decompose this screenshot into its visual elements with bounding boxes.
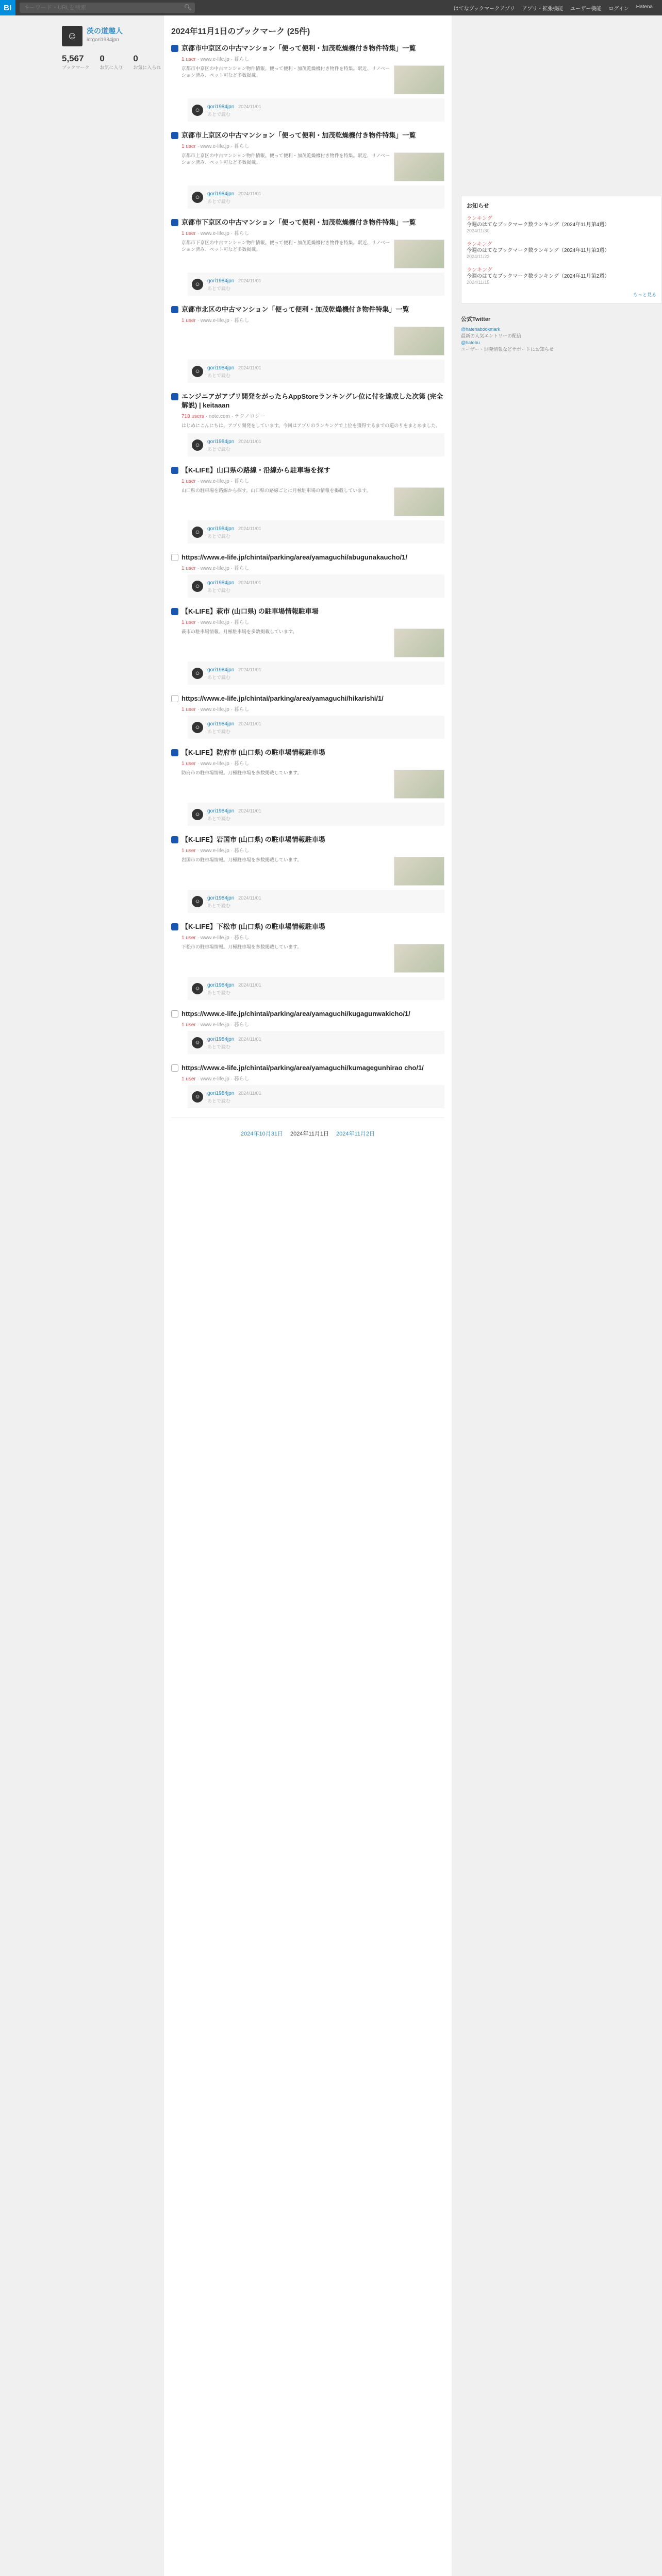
nav-hatena[interactable]: Hatena [636,4,653,10]
notice-kind: ランキング [467,267,492,273]
comment-user[interactable]: gori1984jpn [207,982,235,988]
twitter-title: 公式Twitter [461,316,491,323]
entry-snippet [181,629,444,657]
entry-site[interactable]: www.e-life.jp [200,1022,229,1028]
bookmark-entry [171,44,444,122]
twitter-handle[interactable]: @hatenabookmark [461,327,501,332]
notice-date: 2024/11/30 [467,228,490,233]
entry-meta: 1 user · www.e-life.jp · 暮らし [181,1076,250,1082]
document-icon [171,554,178,561]
comment-avatar[interactable]: ☺ [192,279,203,290]
entry-category[interactable]: 暮らし [234,1076,250,1082]
entry-thumbnail[interactable] [394,857,444,886]
comment-date: 2024/11/01 [238,439,261,444]
entry-meta: 1 user · www.e-life.jp · 暮らし [181,848,250,854]
entry-thumbnail[interactable] [394,487,444,516]
entry-description: 下松市の駐車場情報。月極駐車場を多数掲載しています。 [181,944,302,950]
site-favicon-icon [171,608,178,615]
entry-users-count[interactable]: 1 user [181,57,196,62]
entry-site[interactable]: www.e-life.jp [200,231,229,236]
comment-date: 2024/11/01 [238,721,261,726]
notice-date: 2024/11/22 [467,254,490,259]
notice-box [461,196,662,303]
comment-date: 2024/11/01 [238,808,261,814]
entry-body [181,748,444,826]
bookmark-comment [188,273,444,296]
entry-title-link[interactable]: https://www.e-life.jp/chintai/parking/area/yamaguchi/kumagegunhirao cho/1/ [181,1064,424,1072]
profile-stats [62,54,164,71]
entry-meta: 1 user · www.e-life.jp · 暮らし [181,761,250,767]
bookmark-comment [188,803,444,826]
entry-thumbnail[interactable] [394,629,444,657]
twitter-handle[interactable]: @hatebu [461,340,480,345]
entry-meta: 1 user · www.e-life.jp · 暮らし [181,144,250,149]
entry-description [181,327,390,355]
entry-category[interactable]: 暮らし [234,318,250,324]
entry-site[interactable]: www.e-life.jp [200,566,229,571]
comment-avatar[interactable]: ☺ [192,527,203,538]
entry-snippet [181,240,444,268]
site-favicon-icon [171,45,178,52]
entry-title-link[interactable]: https://www.e-life.jp/chintai/parking/area/yamaguchi/abugunakaucho/1/ [181,553,407,561]
comment-user[interactable]: gori1984jpn [207,1037,235,1042]
bookmark-comment [188,1031,444,1054]
entry-title-link[interactable]: 【K-LIFE】山口県の路線・沿線から駐車場を探す [181,466,330,474]
entry-users-count[interactable]: 718 users [181,414,204,419]
twitter-box [461,315,662,353]
entry-users-count[interactable]: 1 user [181,620,196,625]
entry-title-link[interactable]: 【K-LIFE】萩市 (山口県) の駐車場情報駐車場 [181,607,319,615]
search-input[interactable] [20,3,195,13]
comment-tag[interactable]: あとで読む [207,199,231,204]
bookmark-entry [171,553,444,598]
entry-users-count[interactable]: 1 user [181,935,196,941]
entry-users-count[interactable]: 1 user [181,761,196,767]
stat-number: 5,567 [62,54,84,63]
site-favicon-icon [171,749,178,756]
left-sidebar [0,15,164,2576]
comment-tag[interactable]: あとで読む [207,112,231,117]
entry-title-link[interactable]: 京都市上京区の中古マンション「便って便利・加茂乾燥機付き物件特集」一覧 [181,131,416,139]
entry-category[interactable]: 暮らし [234,848,250,854]
entry-thumbnail[interactable] [394,944,444,973]
top-bar [0,0,662,15]
entry-title-link[interactable]: https://www.e-life.jp/chintai/parking/area/yamaguchi/hikarishi/1/ [181,694,384,702]
entry-site[interactable]: www.e-life.jp [200,57,229,62]
profile [62,26,164,46]
entry-title-link[interactable]: 京都市北区の中古マンション「便って便利・加茂乾燥機付き物件特集」一覧 [181,306,409,313]
comment-date: 2024/11/01 [238,895,261,901]
entry-category[interactable]: 暮らし [234,57,250,62]
bookmark-entry [171,305,444,383]
comment-tag[interactable]: あとで読む [207,729,231,734]
twitter-account-link[interactable] [461,340,662,346]
entry-title-link[interactable]: 京都市下京区の中古マンション「便って便利・加茂乾燥機付き物件特集」一覧 [181,218,416,226]
comment-tag[interactable]: あとで読む [207,990,231,995]
notice-kind: ランキング [467,216,492,222]
entry-meta: 1 user · www.e-life.jp · 暮らし [181,707,250,713]
hatena-bookmark-logo[interactable]: B! [0,0,15,15]
entry-description: 岩国市の駐車場情報。月極駐車場を多数掲載しています。 [181,857,302,862]
notice-text: 今週のはてなブックマーク数ランキング（2024年11月第4週） [467,222,610,228]
entry-snippet [181,422,444,429]
bookmark-comment [188,977,444,1000]
entry-snippet [181,65,444,94]
entry-description: はじめにこんにちは、アプリ開発をしています。今回はアプリのランキングで上位を獲得するまでの道のりをまとめました。 [181,423,441,428]
comment-tag[interactable]: あとで読む [207,447,231,452]
entry-site[interactable]: www.e-life.jp [200,935,229,941]
entry-users-count[interactable]: 1 user [181,231,196,236]
right-sidebar [452,15,662,2576]
bookmark-entry [171,694,444,739]
document-icon [171,1010,178,1018]
entry-list [171,44,444,1108]
comment-tag[interactable]: あとで読む [207,286,231,291]
entry-body [181,607,444,685]
current-date: 2024年11月1日 [290,1131,329,1137]
comment-user[interactable]: gori1984jpn [207,580,235,586]
bookmark-comment [188,185,444,209]
entry-body [181,553,444,598]
comment-date: 2024/11/01 [238,667,261,672]
comment-avatar[interactable]: ☺ [192,896,203,907]
stat-number: 0 [100,54,105,63]
notice-text: 今週のはてなブックマーク数ランキング（2024年11月第2週） [467,274,610,279]
entry-users-count[interactable]: 1 user [181,707,196,713]
comment-tag[interactable]: あとで読む [207,534,231,539]
bookmark-entry [171,835,444,913]
notice-more-link[interactable]: もっと見る [633,292,656,297]
entry-category[interactable]: 暮らし [234,479,250,484]
comment-user[interactable]: gori1984jpn [207,104,235,110]
bookmark-entry [171,218,444,296]
entry-snippet [181,487,444,516]
top-nav [454,4,662,12]
main-column [164,15,452,2576]
entry-users-count[interactable]: 1 user [181,318,196,324]
site-favicon-icon [171,132,178,139]
bookmark-comment [188,890,444,913]
entry-meta: 1 user · www.e-life.jp · 暮らし [181,318,250,324]
entry-site[interactable]: www.e-life.jp [200,479,229,484]
comment-date: 2024/11/01 [238,365,261,370]
comment-date: 2024/11/01 [238,104,261,109]
document-icon [171,1064,178,1072]
entry-description: 京都市中京区の中古マンション物件情報。便って便利・加茂乾燥機付き物件を特集。駅近、リノベーション済み、ペット可など多数掲載。 [181,66,390,78]
entry-category[interactable]: 暮らし [234,231,250,236]
entry-site[interactable]: www.e-life.jp [200,620,229,625]
twitter-desc: ユーザー・開発情報などサポートにお知らせ [461,347,554,352]
entry-title-link[interactable]: 【K-LIFE】防府市 (山口県) の駐車場情報駐車場 [181,749,325,756]
bookmark-entry [171,922,444,1000]
entry-site[interactable]: www.e-life.jp [200,1076,229,1082]
comment-avatar[interactable]: ☺ [192,1037,203,1048]
bookmark-entry [171,748,444,826]
entry-snippet [181,857,444,886]
entry-title-link[interactable]: エンジニアがアプリ開発をがったらAppStoreランキングレ位に付を達成した次第 (完全解説) | keitaaan [181,393,443,409]
entry-snippet [181,327,444,355]
comment-avatar[interactable]: ☺ [192,722,203,733]
bookmark-entry [171,1063,444,1108]
notice-item[interactable] [467,214,656,233]
entry-snippet [181,770,444,799]
comment-tag[interactable]: あとで読む [207,903,231,908]
comment-avatar[interactable]: ☺ [192,192,203,203]
comment-date: 2024/11/01 [238,526,261,531]
entry-category[interactable]: テクノロジー [234,414,266,419]
entry-title-link[interactable]: 【K-LIFE】下松市 (山口県) の駐車場情報駐車場 [181,923,325,930]
profile-id: id:gori1984jpn [87,37,119,43]
document-icon [171,695,178,702]
entry-description: 京都市上京区の中古マンション物件情報。便って便利・加茂乾燥機付き物件を特集。駅近、リノベーション済み、ペット可など多数掲載。 [181,153,390,165]
comment-tag[interactable]: あとで読む [207,1044,231,1049]
entry-thumbnail[interactable] [394,770,444,799]
comment-avatar[interactable]: ☺ [192,809,203,820]
bookmark-entry [171,466,444,544]
comment-user[interactable]: gori1984jpn [207,895,235,901]
entry-description: 山口県の駐車場を路線から探す。山口県の路線ごとに月極駐車場の情報を掲載しています。 [181,488,371,493]
comment-user[interactable]: gori1984jpn [207,365,235,371]
entry-site[interactable]: note.com [208,414,230,419]
entry-body [181,694,444,739]
entry-site[interactable]: www.e-life.jp [200,707,229,713]
bookmark-comment [188,98,444,122]
comment-tag[interactable]: あとで読む [207,675,231,680]
stat-label: お気に入り [100,65,123,70]
entry-category[interactable]: 暮らし [234,144,250,149]
entry-thumbnail[interactable] [394,65,444,94]
comment-user[interactable]: gori1984jpn [207,667,235,673]
stat-bookmarks[interactable] [62,54,89,71]
entry-meta: 1 user · www.e-life.jp · 暮らし [181,620,250,625]
entry-description: 防府市の駐車場情報。月極駐車場を多数掲載しています。 [181,770,302,775]
entry-meta: 718 users · note.com · テクノロジー [181,414,266,419]
bookmark-comment [188,716,444,739]
bookmark-comment [188,433,444,456]
entry-description: 萩市の駐車場情報。月極駐車場を多数掲載しています。 [181,629,297,634]
entry-users-count[interactable]: 1 user [181,1022,196,1028]
site-favicon-icon [171,923,178,930]
bookmark-entry [171,131,444,209]
entry-meta: 1 user · www.e-life.jp · 暮らし [181,566,250,571]
notice-text: 今週のはてなブックマーク数ランキング（2024年11月第3週） [467,248,610,253]
notice-title: お知らせ [467,203,489,209]
entry-meta: 1 user · www.e-life.jp · 暮らし [181,479,250,484]
entry-body [181,922,444,1000]
nav-extensions[interactable]: アプリ・拡張機能 [522,6,564,12]
nav-app[interactable]: はてなブックマークアプリ [453,6,515,12]
entry-meta: 1 user · www.e-life.jp · 暮らし [181,231,250,236]
notice-kind: ランキング [467,242,492,247]
comment-user[interactable]: gori1984jpn [207,191,235,197]
entry-meta: 1 user · www.e-life.jp · 暮らし [181,1022,250,1028]
entry-body [181,392,444,456]
bookmark-comment [188,520,444,544]
comment-avatar[interactable]: ☺ [192,668,203,679]
twitter-account-link[interactable] [461,326,662,333]
notice-item[interactable] [467,240,656,259]
comment-avatar[interactable]: ☺ [192,366,203,377]
entry-body [181,466,444,544]
comment-tag[interactable]: あとで読む [207,1098,231,1104]
entry-body [181,1009,444,1054]
entry-meta: 1 user · www.e-life.jp · 暮らし [181,935,250,941]
bookmark-entry [171,1009,444,1054]
entry-category[interactable]: 暮らし [234,566,250,571]
notice-date: 2024/11/15 [467,280,490,285]
avatar[interactable]: ☺ [62,26,82,46]
entry-body [181,44,444,122]
entry-snippet [181,152,444,181]
entry-users-count[interactable]: 1 user [181,848,196,854]
comment-date: 2024/11/01 [238,580,261,585]
site-favicon-icon [171,219,178,226]
stat-number: 0 [133,54,138,63]
comment-user[interactable]: gori1984jpn [207,439,235,445]
entry-title-link[interactable]: 【K-LIFE】岩国市 (山口県) の駐車場情報駐車場 [181,836,325,843]
entry-category[interactable]: 暮らし [234,707,250,713]
comment-avatar[interactable]: ☺ [192,1091,203,1103]
comment-user[interactable]: gori1984jpn [207,1091,235,1096]
page-title: 2024年11月1日のブックマーク (25件) [171,27,310,36]
comment-date: 2024/11/01 [238,982,261,988]
comment-date: 2024/11/01 [238,1091,261,1096]
comment-avatar[interactable]: ☺ [192,581,203,592]
comment-user[interactable]: gori1984jpn [207,721,235,727]
entry-snippet [181,944,444,973]
entry-site[interactable]: www.e-life.jp [200,144,229,149]
entry-users-count[interactable]: 1 user [181,144,196,149]
entry-body [181,835,444,913]
comment-user[interactable]: gori1984jpn [207,278,235,284]
comment-user[interactable]: gori1984jpn [207,526,235,532]
entry-body [181,1063,444,1108]
bookmark-comment [188,662,444,685]
bookmark-comment [188,1085,444,1108]
date-pager [171,1117,444,1149]
stat-label: ブックマーク [62,65,90,70]
comment-date: 2024/11/01 [238,191,261,196]
entry-site[interactable]: www.e-life.jp [200,848,229,854]
entry-description: 京都市下京区の中古マンション物件情報。便って便利・加茂乾燥機付き物件を特集。駅近、リノベーション済み、ペット可など多数掲載。 [181,240,390,252]
entry-users-count[interactable]: 1 user [181,1076,196,1082]
entry-category[interactable]: 暮らし [234,935,250,941]
stat-label: お気に入られ [133,65,161,70]
entry-site[interactable]: www.e-life.jp [200,318,229,324]
site-favicon-icon [171,467,178,474]
prev-date-link[interactable]: 2024年10月31日 [241,1131,283,1137]
bookmark-entry [171,607,444,685]
entry-body [181,305,444,383]
entry-thumbnail[interactable] [394,327,444,355]
stat-followers[interactable] [133,54,161,71]
search-box [20,3,195,13]
comment-avatar[interactable]: ☺ [192,983,203,994]
comment-user[interactable]: gori1984jpn [207,808,235,814]
site-favicon-icon [171,306,178,313]
comment-avatar[interactable]: ☺ [192,439,203,451]
twitter-desc: 最新の人気エントリーの配信 [461,333,522,338]
nav-user-features[interactable]: ユーザー機能 [570,6,602,12]
entry-body [181,218,444,296]
search-icon[interactable]: 🔍︎ [184,4,192,11]
entry-thumbnail[interactable] [394,152,444,181]
comment-tag[interactable]: あとで読む [207,373,231,378]
nav-login[interactable]: ログイン [608,6,629,12]
entry-users-count[interactable]: 1 user [181,566,196,571]
profile-name[interactable]: 茨の道趣人 [87,27,123,35]
bookmark-comment [188,574,444,598]
entry-body [181,131,444,209]
entry-title-link[interactable]: https://www.e-life.jp/chintai/parking/area/yamaguchi/kugagunwakicho/1/ [181,1010,410,1018]
comment-avatar[interactable]: ☺ [192,105,203,116]
bookmark-comment [188,360,444,383]
entry-users-count[interactable]: 1 user [181,479,196,484]
entry-category[interactable]: 暮らし [234,1022,250,1028]
comment-tag[interactable]: あとで読む [207,588,231,593]
site-favicon-icon [171,836,178,843]
comment-date: 2024/11/01 [238,1037,261,1042]
site-favicon-icon [171,393,178,400]
entry-meta: 1 user · www.e-life.jp · 暮らし [181,57,250,62]
comment-tag[interactable]: あとで読む [207,816,231,821]
bookmark-entry [171,392,444,456]
entry-category[interactable]: 暮らし [234,761,250,767]
entry-thumbnail[interactable] [394,240,444,268]
entry-category[interactable]: 暮らし [234,620,250,625]
next-date-link[interactable]: 2024年11月2日 [336,1131,375,1137]
stat-favorites[interactable] [100,54,123,71]
notice-item[interactable] [467,265,656,285]
comment-date: 2024/11/01 [238,278,261,283]
entry-title-link[interactable]: 京都市中京区の中古マンション「便って便利・加茂乾燥機付き物件特集」一覧 [181,44,416,52]
entry-site[interactable]: www.e-life.jp [200,761,229,767]
